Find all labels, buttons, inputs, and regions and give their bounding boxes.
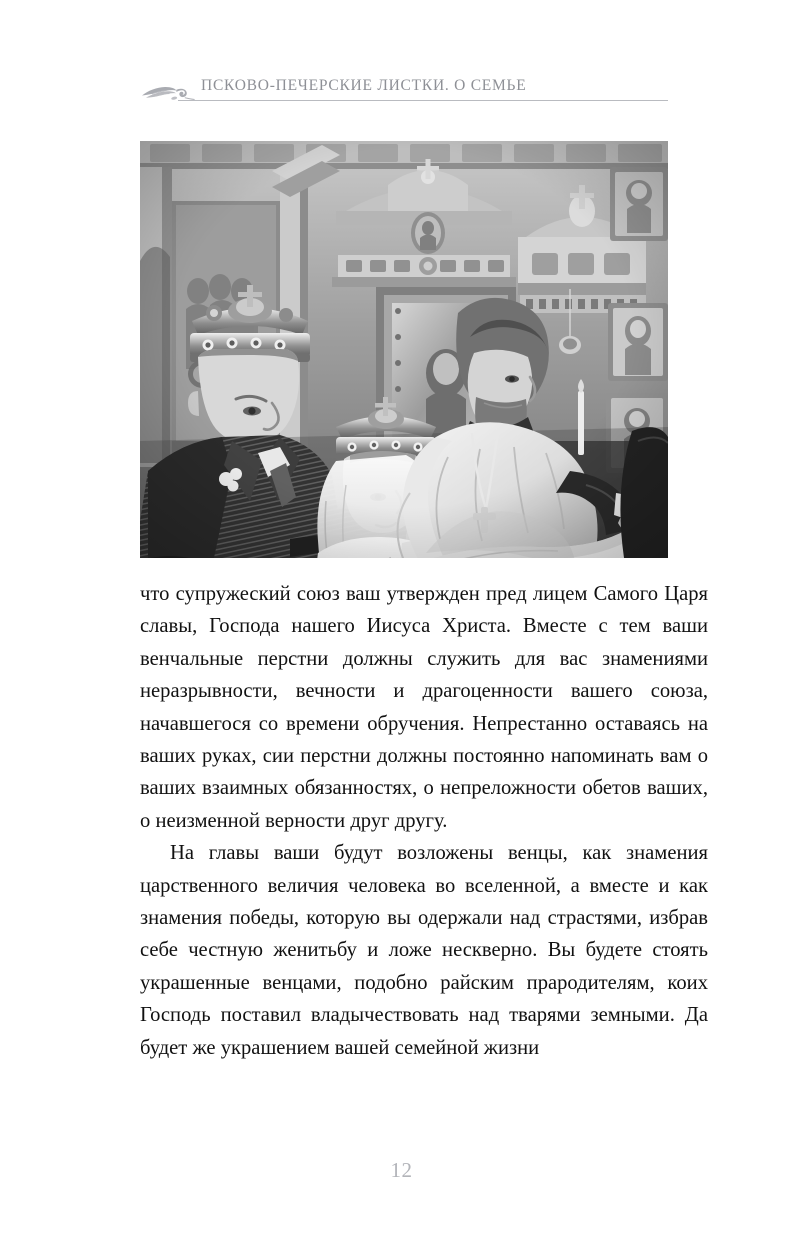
header-rule [178, 100, 668, 102]
body-paragraph: что супружеский союз ваш утвержден пред лицем Самого Царя славы, Господа нашего Иисуса Христа. Вместе с тем ваши венчальные перстни должны служить для вас знамениями неразрывности, вечности и драгоценности вашего союза, начавшегося со времени обручения. Непрестанно оставаясь на ваших руках, сии перстни должны постоянно напоминать вам о ваших взаимных обязанностях, о непреложности обетов ваших, о неизменной верности друг другу. [140, 583, 708, 832]
body-text-column [140, 578, 708, 1064]
wedding-photograph-image [140, 141, 668, 558]
page-number: 12 [390, 1158, 413, 1182]
wedding-photograph [140, 141, 668, 558]
running-head [140, 76, 668, 106]
body-paragraph: На главы ваши будут возложены венцы, как знамения царственного величия человека во вселенной, а вместе и как знамения победы, которую вы одержали над страстями, избрав себе честную женитьбу и ложе нескверно. Вы будете стоять украшенные венцами, подобно райским прародителям, коих Господь поставил владычествовать над тварями земными. Да будет же украшением вашей семейной жизни [140, 842, 708, 1059]
running-head-title: ПСКОВО-ПЕЧЕРСКИЕ ЛИСТКИ. О СЕМЬЕ [201, 77, 527, 94]
leaf-flourish-icon [140, 81, 198, 103]
